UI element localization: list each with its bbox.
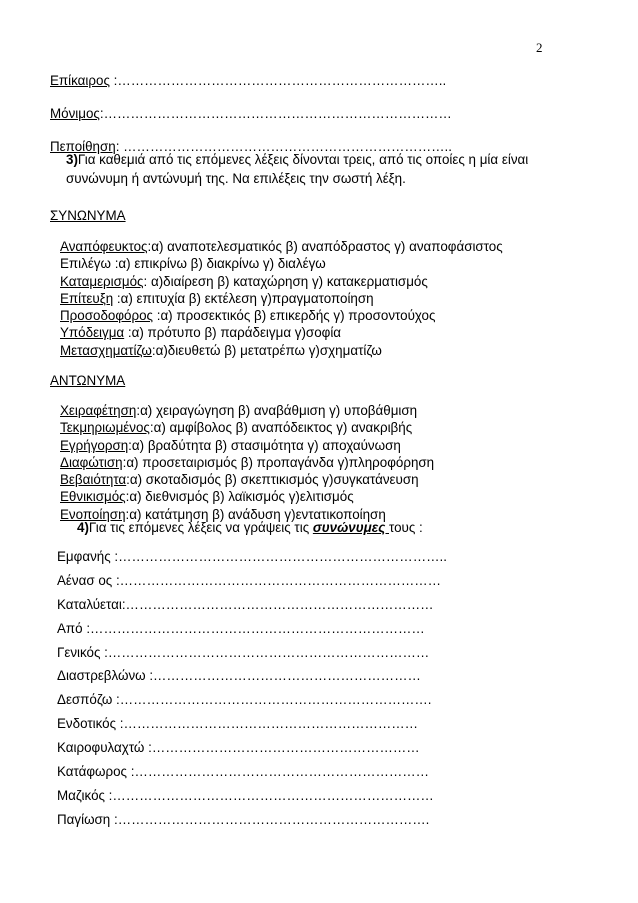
list-item	[60, 342, 503, 359]
field-label: Μόνιμος	[50, 106, 100, 121]
options: :α) βραδύτητα β) στασιμότητα γ) αποχαύνωση	[128, 437, 401, 453]
fill-line: Γενικός :………………………………………………………………	[57, 644, 430, 660]
options: :α) προσεταιρισμός β) προπαγάνδα γ)πληροφόρηση	[122, 454, 435, 470]
fill-line: Μαζικός :………………………………………………………………	[57, 787, 434, 803]
field-line-1	[50, 73, 446, 88]
list-item	[60, 307, 503, 324]
word: Εγρήγορση	[60, 437, 129, 453]
fill-line: Δεσπόζω :…………………………………………………………….	[57, 692, 432, 708]
options: :α) χειραγώγηση β) αναβάθμιση γ) υποβάθμιση	[136, 403, 418, 418]
word: Προσοδοφόρος	[60, 308, 153, 324]
options: :α) διεθνισμός β) λαϊκισμός γ)ελιτισμός	[125, 489, 354, 505]
field-label: Επίκαιρος	[50, 73, 110, 88]
options: :α) επικρίνω β) διακρίνω γ) διαλέγω	[110, 256, 326, 272]
fill-line: Καιροφυλαχτώ :……………………………………………………	[57, 740, 420, 756]
options: :α) σκοταδισμός β) σκεπτικισμός γ)συγκατάνευση	[126, 472, 419, 488]
exercise-4-instructions	[77, 520, 423, 535]
antonyms-list	[60, 402, 434, 523]
page-number: 2	[536, 40, 543, 55]
word: Υπόδειγμα	[60, 325, 125, 341]
options: :α) αναποτελεσματικός β) αναπόδραστος γ) αναποφάσιστος	[147, 239, 503, 254]
exercise-text: Για καθεμιά από τις επόμενες λέξεις δίνονται τρεις, από τις οποίες η μία είναι συνώνυμη ή αντώνυμή της. Να επιλέξεις την σωστή λέξη.	[66, 152, 529, 186]
options: :α) κατάτμηση β) ανάδυση γ)εντατικοποίηση	[125, 506, 386, 522]
fill-line: Διαστρεβλώνω :……………………………………………………	[57, 668, 421, 684]
fill-line: Από :…………………………………………………………………	[57, 620, 425, 636]
list-item	[60, 324, 503, 341]
synonyms-list	[60, 238, 503, 359]
exercise-text: Για τις επόμενες λέξεις να γράψεις τις	[88, 520, 313, 535]
list-item	[60, 238, 503, 255]
exercise-number: 4)	[77, 520, 89, 535]
list-item	[60, 471, 434, 488]
exercise-text-end: τους :	[389, 520, 423, 535]
field-line-2	[50, 106, 452, 121]
list-item	[60, 290, 503, 307]
word: Μετασχηματίζω	[60, 342, 152, 358]
word: Αναπόφευκτος	[60, 239, 148, 254]
fill-line: Παγίωση :…………………………………………………………….	[57, 811, 430, 827]
list-item	[60, 437, 434, 454]
emphasized-word: συνώνυμες	[312, 520, 389, 535]
list-item	[60, 454, 434, 471]
word: Επίτευξη	[60, 290, 114, 306]
word: Χειραφέτηση	[60, 403, 137, 418]
fill-in-list	[57, 548, 447, 835]
options: :α) επιτυχία β) εκτέλεση γ)πραγματοποίηση	[113, 290, 374, 306]
field-dots: :………………………………………………………………..	[109, 73, 447, 88]
options: :α)διευθετώ β) μετατρέπω γ)σχηματίζω	[151, 342, 382, 358]
word: Εθνικισμός	[60, 489, 126, 505]
synonyms-heading: ΣΥΝΩΝΥΜΑ	[50, 208, 126, 223]
field-dots: : ………………………………………………………………..	[115, 139, 452, 154]
word: Διαφώτιση	[60, 454, 123, 470]
word: Ενοποίηση	[60, 506, 126, 522]
exercise-3-instructions	[66, 150, 536, 188]
fill-line: Αένασ ος :………………………………………………………………	[57, 572, 442, 588]
field-dots: :……………………………………………………………………	[99, 106, 452, 121]
exercise-number: 3)	[66, 152, 78, 167]
fill-line: Καταλύεται:……………………………………………………………	[57, 596, 434, 612]
options: :α) προσεκτικός β) επικερδής γ) προσοντούχος	[153, 308, 436, 324]
word: Επιλέγω	[60, 256, 111, 272]
options: : α)διαίρεση β) καταχώρηση γ) κατακερματισμός	[143, 273, 428, 289]
word: Τεκμηριωμένος	[60, 420, 150, 436]
word: Βεβαιότητα	[60, 472, 127, 488]
list-item	[60, 419, 434, 436]
list-item	[60, 255, 503, 272]
options: :α) αμφίβολος β) αναπόδεικτος γ) ανακριβής	[149, 420, 413, 436]
word: Καταμερισμός	[60, 273, 144, 289]
fill-line: Εμφανής :………………………………………………………………..	[57, 549, 447, 564]
options: :α) πρότυπο β) παράδειγμα γ)σοφία	[124, 325, 342, 341]
list-item	[60, 488, 434, 505]
antonyms-heading: ΑΝΤΩΝΥΜΑ	[50, 373, 126, 388]
list-item	[60, 273, 503, 290]
fill-line: Κατάφωρος :…………………………………………………………	[57, 764, 430, 780]
field-label: Πεποίθηση	[50, 139, 116, 154]
fill-line: Ενδοτικός :…………………………………………………………	[57, 716, 419, 732]
list-item	[60, 402, 434, 419]
